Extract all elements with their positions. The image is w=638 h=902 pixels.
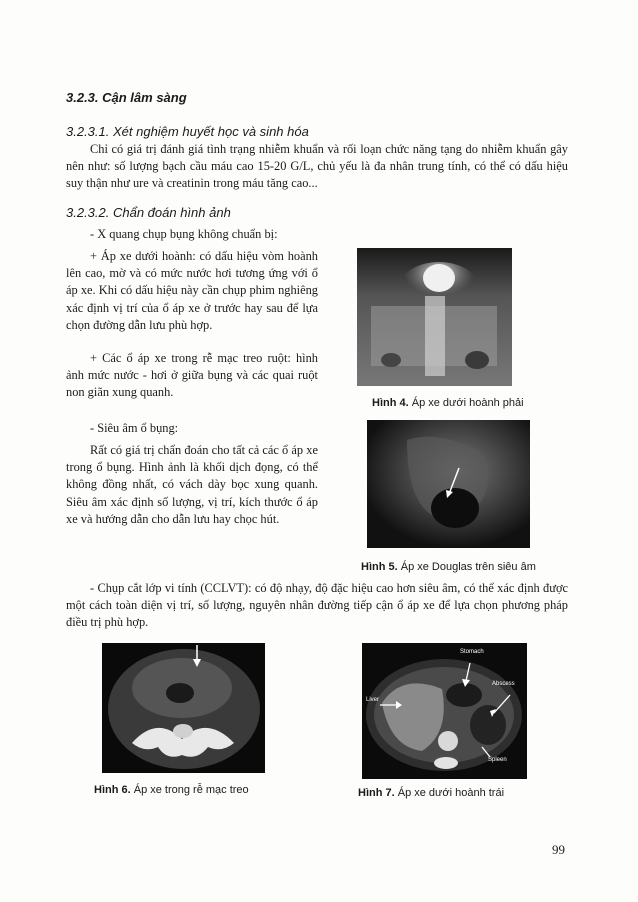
label-stomach: Stomach [460, 649, 484, 655]
paragraph-lab-tests: Chỉ có giá trị đánh giá tình trạng nhiễm khuẩn và rối loạn chức năng tạng do nhiễm khuẩn gây nên như: số lượng bạch cầu máu cao 15-20 G/L, chủ yếu là đa nhân trung tính, có thể có dấu hiệu suy thận như ure và creatinin trong máu tăng cao... [66, 142, 568, 191]
figure-ultrasound-image [367, 420, 530, 548]
figure-caption-7: Hình 7. Áp xe dưới hoành trái [358, 787, 505, 799]
paragraph-xray-intro: - X quang chụp bụng không chuẩn bị: [90, 227, 278, 241]
figure-caption-6: Hình 6. Áp xe trong rễ mạc treo [94, 784, 249, 796]
paragraph-xray-subphrenic: + Áp xe dưới hoành: có dấu hiệu vòm hoành lên cao, mờ và có mức nước hơi tương ứng với ổ áp xe. Khi có dấu hiệu này cần chụp phim nghiêng xác định vị trí của ổ áp xe ở trước hay sau để lựa chọn đường dẫn lưu phù hợp. [66, 249, 318, 332]
section-title: 3.2.3. Cận lâm sàng [66, 90, 187, 105]
figure-xray-image [357, 248, 512, 386]
page-number: 99 [552, 842, 565, 857]
label-abscess: Abscess [492, 681, 515, 687]
paragraph-ct: - Chụp cắt lớp vi tính (CCLVT): có độ nhạy, độ đặc hiệu cao hơn siêu âm, có thể xác định được một cách toàn diện vị trí, số lượng, nguyên nhân đường tiếp cận ổ áp xe để lựa chọn phương pháp điều trị phù hợp. [66, 581, 568, 630]
figure-ct-subphrenic-image [362, 643, 527, 779]
paragraph-xray-mesentery: + Các ổ áp xe trong rễ mạc treo ruột: hình ảnh mức nước - hơi ở giữa bụng và các quai ruột non giãn xung quanh. [66, 351, 318, 400]
figure-caption-5: Hình 5. Áp xe Douglas trên siêu âm [361, 561, 536, 573]
label-liver: Liver [366, 697, 380, 703]
subsection-title-imaging: 3.2.3.2. Chẩn đoán hình ảnh [66, 205, 231, 220]
paragraph-ultrasound: Rất có giá trị chẩn đoán cho tất cả các ổ áp xe trong ổ bụng. Hình ảnh là khối dịch đọng, có thể không đồng nhất, có vách dày bọc xung quanh. Siêu âm xác định số lượng, vị trí, kích thước ổ áp xe và hướng dẫn cho dẫn lưu hay chọc hút. [66, 443, 318, 526]
figure-ct-mesentery-image [102, 643, 265, 773]
figure-caption-4: Hình 4. Áp xe dưới hoành phải [372, 397, 524, 409]
subsection-title-lab-tests: 3.2.3.1. Xét nghiệm huyết học và sinh hóa [66, 124, 309, 139]
paragraph-us-intro: - Siêu âm ổ bụng: [90, 421, 179, 435]
label-spleen: Spleen [488, 757, 507, 763]
